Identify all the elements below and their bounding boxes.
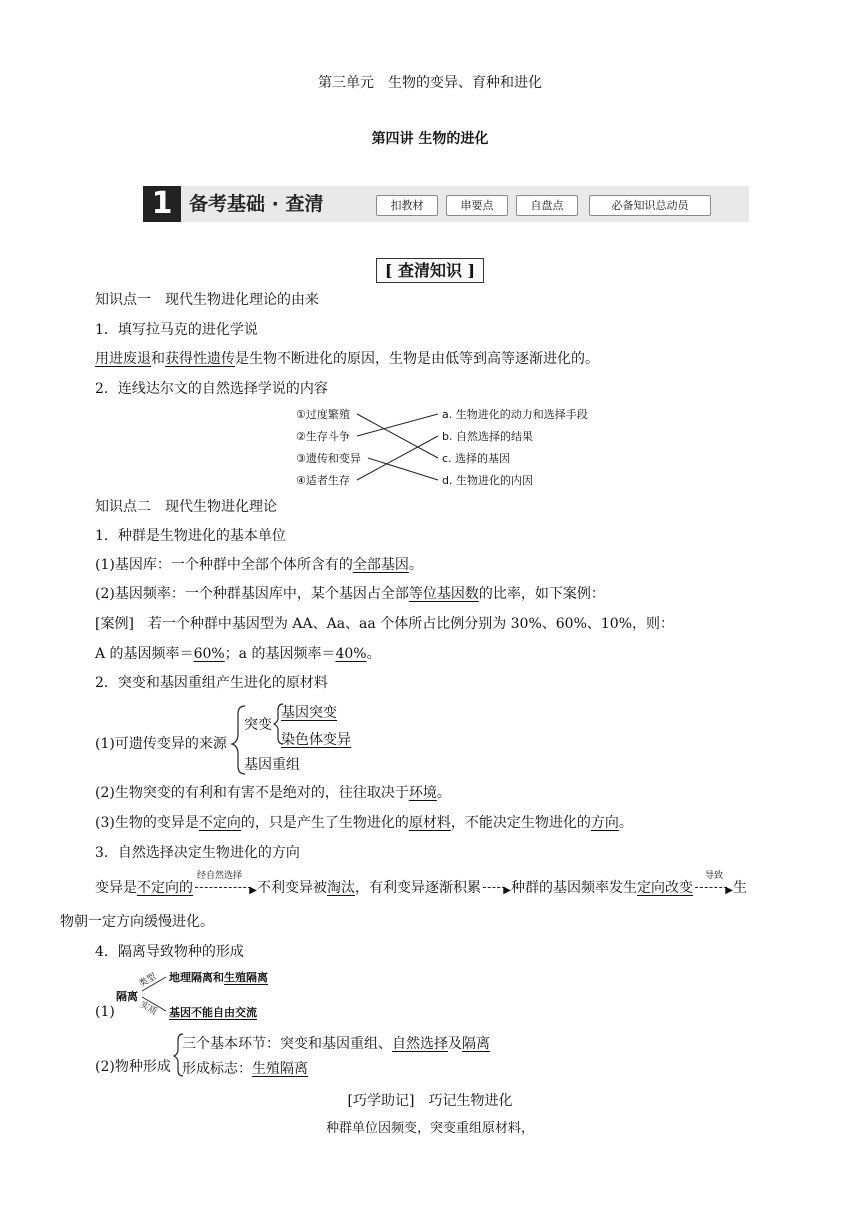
mutation-label: 突变 — [244, 717, 272, 733]
left-item: ②生存斗争 — [296, 430, 350, 443]
banner-number: 1 — [143, 186, 181, 222]
essence-tag: 实质 — [137, 999, 159, 1018]
button-key-points[interactable]: 串要点 — [446, 195, 508, 216]
selection-chain: 变异是不定向的 经自然选择 ▶ 不利变异被淘汰，有利变异逐渐积累 ▶ 种群的基因频率发生定向改变 导致 ▶ 生 — [95, 871, 747, 896]
arrow-accumulate: ▶ — [481, 878, 511, 892]
kp1-heading: 知识点一 现代生物进化理论的由来 — [95, 292, 319, 308]
kp2-frequency-result: A 的基因频率＝60%；a 的基因频率＝40%。 — [95, 646, 381, 662]
kp2-s2-item2: (2)生物突变的有利和有害不是绝对的，往往取决于环境。 — [95, 785, 451, 801]
right-item: c. 选择的基因 — [442, 452, 511, 465]
selection-chain-cont: 物朝一定方向缓慢进化。 — [60, 914, 214, 930]
kp1-item1-text: 用进废退和获得性遗传是生物不断进化的原因，生物是由低等到高等逐渐进化的。 — [95, 351, 599, 367]
gene-mutation: 基因突变 — [281, 705, 337, 721]
type-tag: 类型 — [137, 971, 159, 990]
banner-title: 备考基础 · 查清 — [189, 193, 324, 215]
kp2-s1-gene-pool: (1)基因库：一个种群中全部个体所含有的全部基因。 — [95, 557, 423, 573]
left-item: ①过度繁殖 — [296, 408, 350, 421]
tip-title: [巧学助记] 巧记生物进化 — [347, 1093, 513, 1109]
variation-source-label: (1)可遗传变异的来源 — [95, 736, 227, 752]
species-basic-steps: 三个基本环节：突变和基因重组、自然选择及隔离 — [182, 1036, 490, 1052]
species-formation-mark: 形成标志：生殖隔离 — [182, 1061, 308, 1077]
section-title: [ 查清知识 ] — [0, 258, 860, 281]
kp2-case: [案例] 若一个种群中基因型为 AA、Aa、aa 个体所占比例分别为 30%、60%、10%，则： — [95, 616, 674, 632]
arrow-leads-to: 导致 ▶ — [693, 878, 733, 892]
lecture-title: 第四讲 生物的进化 — [371, 131, 489, 147]
species-formation-label: (2)物种形成 — [95, 1059, 171, 1075]
unit-title: 第三单元 生物的变异、育种和进化 — [318, 75, 542, 91]
button-textbook[interactable]: 扣教材 — [376, 195, 438, 216]
kp2-heading: 知识点二 现代生物进化理论 — [95, 499, 277, 515]
isolation-essence: 基因不能自由交流 — [169, 1006, 257, 1019]
kp2-s2-title: 2．突变和基因重组产生进化的原材料 — [95, 675, 328, 691]
arrow-natural-selection: 经自然选择 ▶ — [197, 871, 257, 896]
isolation-root: 隔离 — [116, 990, 138, 1003]
right-item: d. 生物进化的内因 — [442, 474, 533, 487]
gene-recombination: 基因重组 — [244, 757, 300, 773]
left-item: ③遗传和变异 — [296, 452, 361, 465]
kp1-item2-title: 2．连线达尔文的自然选择学说的内容 — [95, 381, 328, 397]
kp2-s2-item3: (3)生物的变异是不定向的，只是产生了生物进化的原材料，不能决定生物进化的方向。 — [95, 815, 633, 831]
kp2-s4-title: 4．隔离导致物种的形成 — [95, 944, 244, 960]
tip-verse: 种群单位因频变，突变重组原材料， — [325, 1121, 534, 1136]
kp1-item1-title: 1．填写拉马克的进化学说 — [95, 322, 258, 338]
button-knowledge-review[interactable]: 必备知识总动员 — [589, 195, 711, 216]
right-item: b. 自然选择的结果 — [442, 430, 533, 443]
left-item: ④适者生存 — [296, 474, 350, 487]
kp2-s1-gene-frequency: (2)基因频率：一个种群基因库中，某个基因占全部等位基因数的比率，如下案例： — [95, 586, 605, 602]
chromosome-variation: 染色体变异 — [281, 732, 351, 748]
isolation-index: (1) — [95, 1004, 115, 1020]
isolation-types: 地理隔离和生殖隔离 — [169, 971, 268, 984]
kp2-s3-title: 3．自然选择决定生物进化的方向 — [95, 845, 300, 861]
right-item: a. 生物进化的动力和选择手段 — [442, 408, 588, 421]
kp2-s1-title: 1．种群是生物进化的基本单位 — [95, 528, 286, 544]
button-self-check[interactable]: 自盘点 — [516, 195, 578, 216]
